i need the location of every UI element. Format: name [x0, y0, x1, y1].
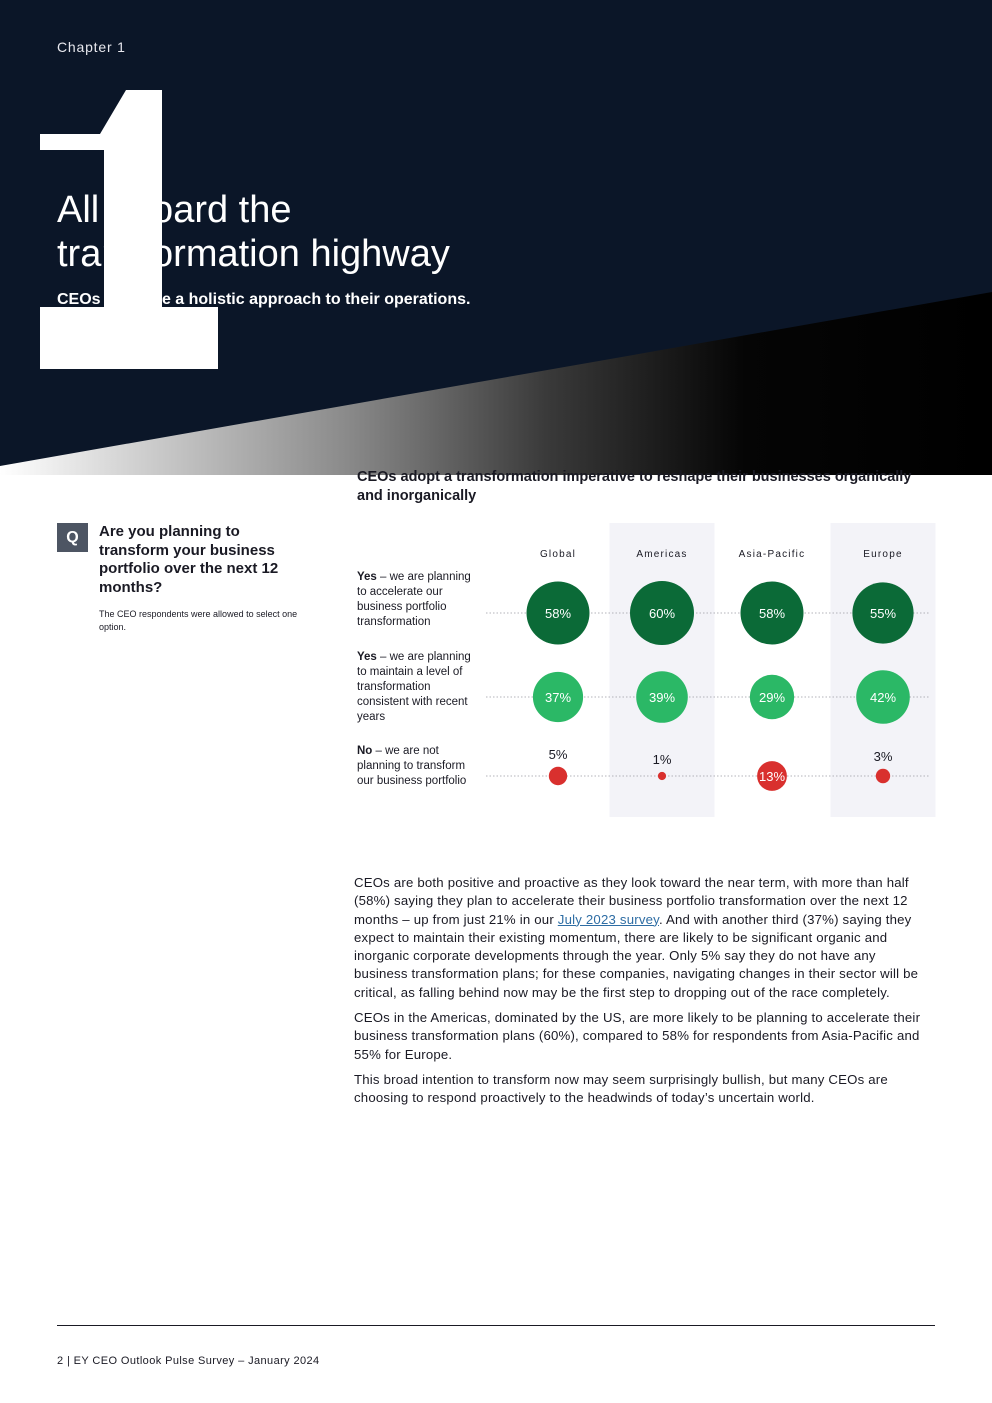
chapter-subtitle: CEOs embrace a holistic approach to their operations.	[57, 291, 471, 308]
value-label-americas: 39%	[648, 690, 676, 705]
bubble-chart	[354, 520, 936, 820]
body-paragraph-1	[354, 874, 926, 1002]
row-label: No – we are not planning to transform our business portfolio	[357, 745, 467, 787]
body-paragraph-2: CEOs in the Americas, dominated by the US, are more likely to be planning to accelerate their business transformation plans (60%), compared to 58% for respondents from Asia-Pacific and 55% for Europe.	[354, 1010, 921, 1062]
chapter-title	[57, 188, 657, 276]
body-paragraph-3: This broad intention to transform now may seem surprisingly bullish, but many CEOs are choosing to respond proactively to the headwinds of today’s uncertain world.	[354, 1071, 888, 1106]
survey-link[interactable]: July 2023 survey	[557, 911, 659, 927]
body-p1-end: . And with another third (37%) saying they expect to maintain their existing momentum, there are likely to be significant organic and inorganic corporate developments through the year. Only 5% say they do not have any business transformation plans; for these companies, navigating changes in their sector will be critical, as falling behind now may be the first step to dropping out of the race completely.	[354, 911, 919, 1000]
column-header-asia-pacific: Asia-Pacific	[738, 549, 806, 560]
chapter-label: Chapter 1	[57, 39, 126, 55]
value-label-europe: 42%	[869, 690, 897, 705]
bubble-global	[549, 767, 567, 785]
value-label-asia-pacific: 29%	[758, 690, 786, 705]
value-label-asia-pacific: 58%	[758, 606, 786, 621]
value-label-asia-pacific: 13%	[758, 769, 786, 784]
value-label-global: 58%	[544, 606, 572, 621]
body-text	[354, 874, 926, 1115]
bubble-europe	[876, 769, 890, 783]
value-label-global: 37%	[544, 690, 572, 705]
chapter-hero	[0, 0, 992, 475]
column-header-global: Global	[539, 549, 577, 560]
bubble-chart-svg	[354, 520, 936, 820]
footer-text: 2 | EY CEO Outlook Pulse Survey – January 2024	[57, 1355, 320, 1367]
body-p1-start: CEOs are both positive and proactive as they look toward the near term, with more than half (58%) saying they plan to accelerate their business portfolio transformation over the next 12 months – up from just 21% in our	[354, 875, 909, 927]
value-label-europe: 3%	[873, 748, 893, 764]
value-label-americas: 1%	[652, 751, 672, 767]
column-header-europe: Europe	[863, 549, 903, 560]
question-note: The CEO respondents were allowed to select one option.	[99, 609, 298, 632]
row-label: Yes – we are planning to maintain a level of transformation consistent with recent years	[357, 651, 471, 723]
column-header-americas: Americas	[636, 549, 688, 560]
bubble-americas	[658, 772, 666, 780]
row-label: Yes – we are planning to accelerate our business portfolio transformation	[357, 571, 471, 628]
chapter-title-line2: transformation highway	[57, 233, 450, 275]
value-label-americas: 60%	[648, 606, 676, 621]
footer-divider	[57, 1325, 935, 1326]
question-text: Are you planning to transform your business portfolio over the next 12 months?	[99, 523, 279, 596]
chapter-title-line1: All aboard the	[57, 189, 292, 231]
question-badge: Q	[57, 523, 88, 552]
value-label-europe: 55%	[869, 606, 897, 621]
chart-title: CEOs adopt a transformation imperative to reshape their businesses organically and inorganically	[357, 469, 912, 504]
value-label-global: 5%	[548, 746, 568, 762]
